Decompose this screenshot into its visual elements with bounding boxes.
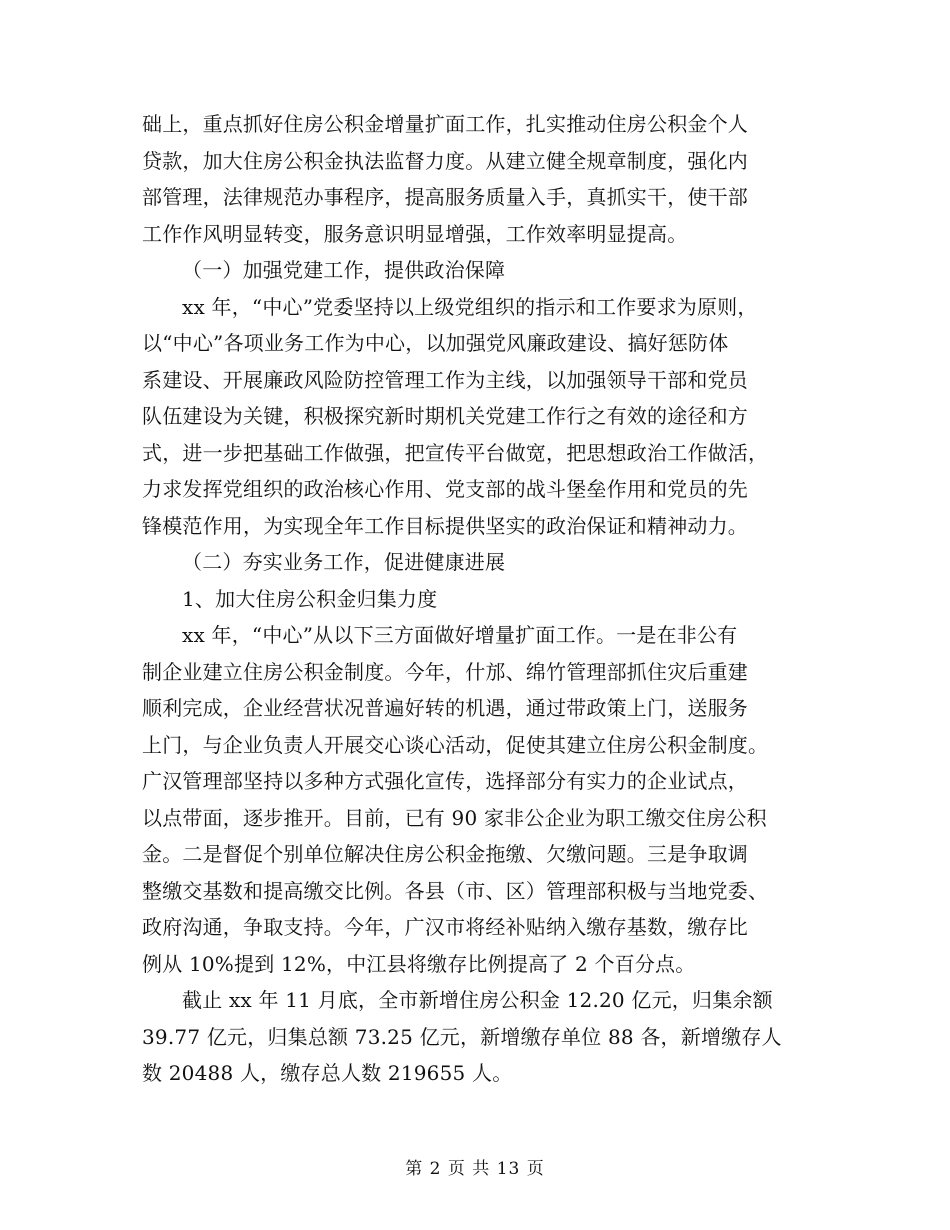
page-number-footer: 第 2 页 共 13 页 (405, 1159, 545, 1179)
text-line: 上门，与企业负责人开展交心谈心活动，促使其建立住房公积金制度。 (142, 732, 769, 757)
text-line: 力求发挥党组织的政治核心作用、党支部的战斗堡垒作用和党员的先 (142, 477, 748, 501)
text-line: 金。二是督促个别单位解决住房公积金拖缴、欠缴问题。三是争取调 (142, 842, 748, 866)
text-line: 以“中心”各项业务工作为中心，以加强党风廉政建设、搞好惩防体 (142, 331, 729, 355)
text-line: 队伍建设为关键，积极探究新时期机关党建工作行之有效的途径和方 (142, 404, 748, 428)
subsection-heading: 1、加大住房公积金归集力度 (182, 586, 438, 611)
text-line: 以点带面，逐步推开。目前，已有 90 家非公企业为职工缴交住房公积 (142, 805, 767, 830)
text-line: 础上，重点抓好住房公积金增量扩面工作，扎实推动住房公积金个人 (142, 112, 748, 136)
text-line: 系建设、开展廉政风险防控管理工作为主线，以加强领导干部和党员 (142, 367, 748, 392)
text-line: 39.77 亿元，归集总额 73.25 亿元，新增缴存单位 88 各，新增缴存人 (142, 1024, 782, 1049)
text-line: 工作作风明显转变，服务意识明显增强，工作效率明显提高。 (142, 221, 688, 246)
text-line: 整缴交基数和提高缴交比例。各县（市、区）管理部积极与当地党委、 (142, 878, 769, 903)
section-heading: （一）加强党建工作，提供政治保障 (182, 258, 506, 282)
text-line: 式，进一步把基础工作做强，把宣传平台做宽，把思想政治工作做活， (142, 440, 769, 465)
text-line: 顺利完成，企业经营状况普遍好转的机遇，通过带政策上门，送服务 (142, 696, 748, 720)
text-line: 政府沟通，争取支持。今年，广汉市将经补贴纳入缴存基数，缴存比 (142, 915, 748, 939)
text-line: 截止 xx 年 11 月底，全市新增住房公积金 12.20 亿元，归集余额 (182, 988, 773, 1012)
text-line: 制企业建立住房公积金制度。今年，什邡、绵竹管理部抓住灾后重建 (142, 659, 748, 684)
text-line: xx 年，“中心”党委坚持以上级党组织的指示和工作要求为原则， (182, 294, 758, 319)
document-body (142, 106, 822, 1092)
text-line: 锋模范作用，为实现全年工作目标提供坚实的政治保证和精神动力。 (142, 513, 748, 538)
text-line: 例从 10%提到 12%，中江县将缴存比例提高了 2 个百分点。 (142, 951, 696, 976)
text-line: 广汉管理部坚持以多种方式强化宣传，选择部分有实力的企业试点， (142, 769, 748, 793)
text-line: xx 年，“中心”从以下三方面做好增量扩面工作。一是在非公有 (182, 623, 738, 647)
text-line: 贷款，加大住房公积金执法监督力度。从建立健全规章制度，强化内 (142, 148, 748, 173)
text-line: 数 20488 人，缴存总人数 219655 人。 (142, 1061, 513, 1085)
section-heading: （二）夯实业务工作，促进健康进展 (182, 550, 506, 574)
text-line: 部管理，法律规范办事程序，提高服务质量入手，真抓实干，使干部 (142, 185, 748, 209)
